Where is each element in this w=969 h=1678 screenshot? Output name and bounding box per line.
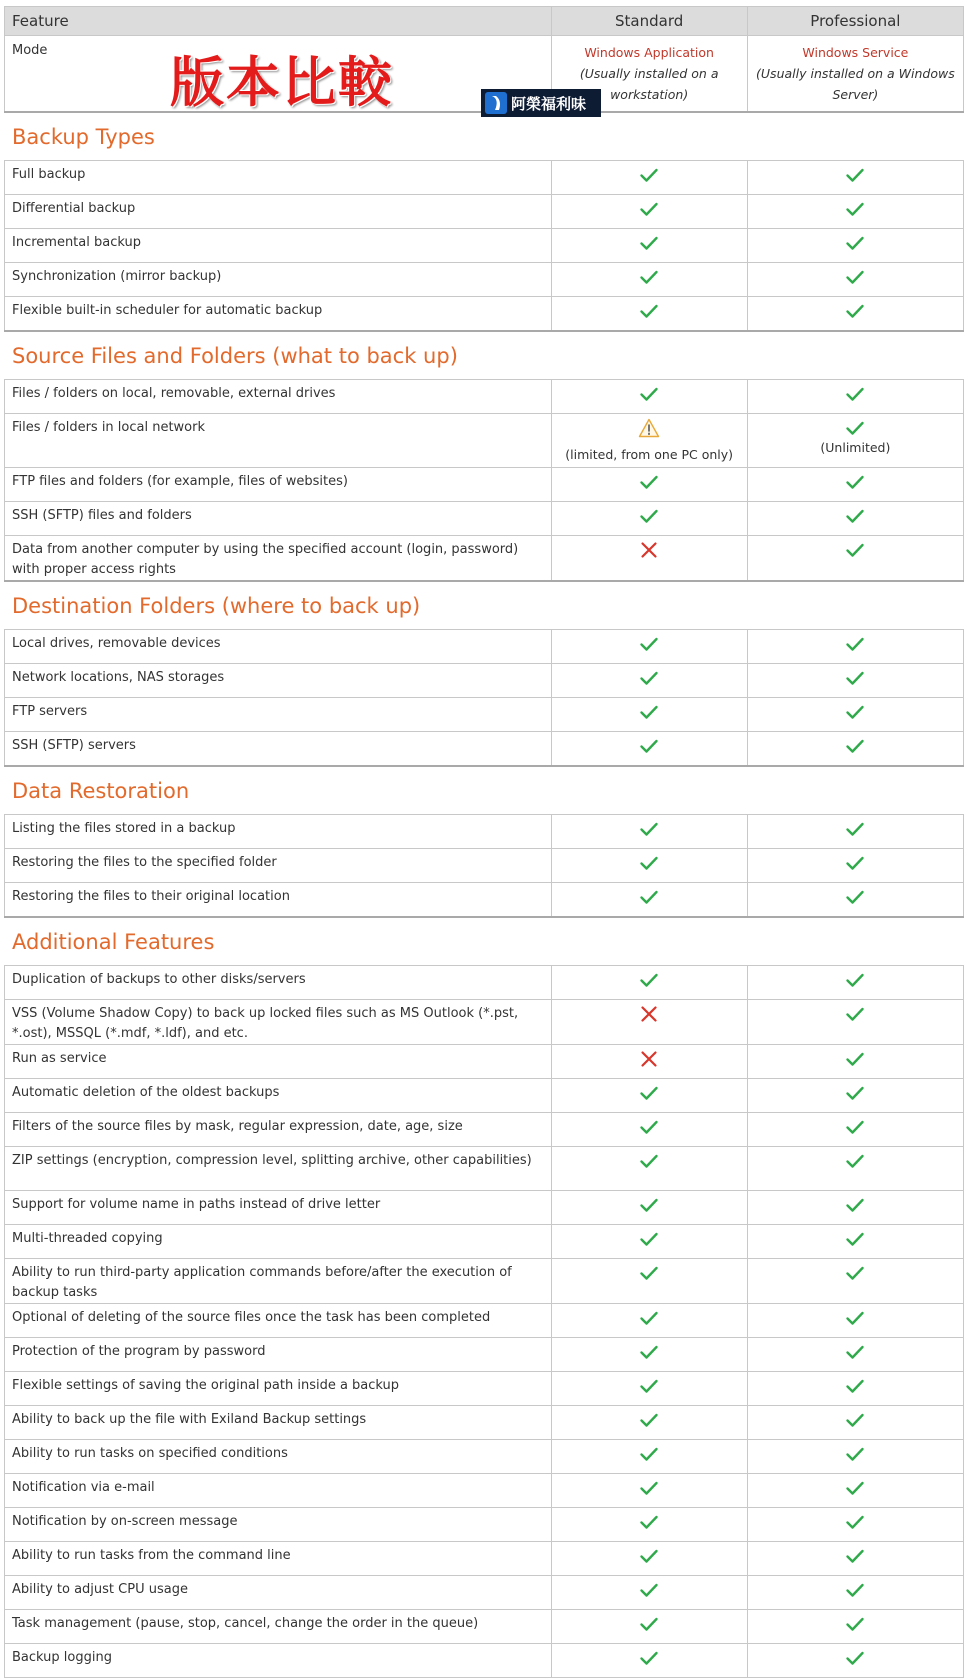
professional-cell — [747, 1644, 963, 1678]
check-icon — [845, 1195, 865, 1215]
standard-cell — [551, 414, 747, 468]
check-icon — [639, 1614, 659, 1634]
table-row — [5, 502, 964, 536]
feature-name: Support for volume name in paths instead of drive letter — [5, 1191, 552, 1225]
check-icon — [639, 1376, 659, 1396]
feature-name: Duplication of backups to other disks/servers — [5, 966, 552, 1000]
check-icon — [639, 668, 659, 688]
check-icon — [845, 970, 865, 990]
check-icon — [639, 1342, 659, 1362]
professional-cell — [747, 1225, 963, 1259]
header-professional: Professional — [747, 7, 963, 36]
check-icon — [639, 472, 659, 492]
feature-name: Files / folders on local, removable, external drives — [5, 380, 552, 414]
professional-cell — [747, 883, 963, 918]
professional-cell — [747, 1147, 963, 1191]
check-icon — [845, 540, 865, 560]
mode-professional-note: (Usually installed on a Windows Server) — [756, 66, 955, 102]
professional-cell — [747, 1304, 963, 1338]
check-icon — [845, 1229, 865, 1249]
table-row — [5, 1225, 964, 1259]
feature-name: Network locations, NAS storages — [5, 664, 552, 698]
check-icon — [845, 736, 865, 756]
standard-cell — [551, 732, 747, 767]
check-icon — [845, 1648, 865, 1668]
standard-cell — [551, 1610, 747, 1644]
feature-name: Ability to run tasks from the command line — [5, 1542, 552, 1576]
standard-cell — [551, 536, 747, 582]
professional-cell — [747, 1045, 963, 1079]
professional-note: (Unlimited) — [820, 440, 891, 455]
check-icon — [845, 199, 865, 219]
check-icon — [845, 853, 865, 873]
standard-cell — [551, 1406, 747, 1440]
mode-professional-name: Windows Service — [802, 45, 909, 60]
standard-cell — [551, 468, 747, 502]
warning-icon — [638, 418, 660, 438]
cross-icon — [639, 1004, 659, 1024]
professional-cell — [747, 263, 963, 297]
feature-name: Protection of the program by password — [5, 1338, 552, 1372]
standard-cell — [551, 1542, 747, 1576]
professional-cell — [747, 849, 963, 883]
professional-cell — [747, 1113, 963, 1147]
table-row — [5, 536, 964, 582]
table-row — [5, 698, 964, 732]
professional-cell — [747, 1576, 963, 1610]
standard-cell — [551, 195, 747, 229]
check-icon — [845, 1004, 865, 1024]
professional-cell — [747, 966, 963, 1000]
overlay-title: 版本比較 — [170, 51, 394, 114]
feature-name: Restoring the files to the specified folder — [5, 849, 552, 883]
feature-name: ZIP settings (encryption, compression level, splitting archive, other capabilities) — [5, 1147, 552, 1191]
feature-name: Ability to run third-party application commands before/after the execution of backup tasks — [5, 1259, 552, 1304]
standard-cell — [551, 1113, 747, 1147]
feature-name: Automatic deletion of the oldest backups — [5, 1079, 552, 1113]
standard-cell — [551, 1372, 747, 1406]
table-row — [5, 1406, 964, 1440]
feature-name: Restoring the files to their original location — [5, 883, 552, 918]
table-row — [5, 1372, 964, 1406]
check-icon — [845, 668, 865, 688]
check-icon — [639, 634, 659, 654]
header-feature: Feature — [5, 7, 552, 36]
professional-cell — [747, 815, 963, 849]
check-icon — [639, 1151, 659, 1171]
check-icon — [639, 199, 659, 219]
feature-name: Ability to adjust CPU usage — [5, 1576, 552, 1610]
check-icon — [845, 1151, 865, 1171]
feature-name: SSH (SFTP) files and folders — [5, 502, 552, 536]
professional-cell — [747, 502, 963, 536]
standard-cell — [551, 229, 747, 263]
mode-standard-name: Windows Application — [584, 45, 714, 60]
table-row — [5, 630, 964, 664]
table-row — [5, 263, 964, 297]
check-icon — [639, 702, 659, 722]
feature-name: Ability to back up the file with Exiland Backup settings — [5, 1406, 552, 1440]
check-icon — [639, 1512, 659, 1532]
standard-cell — [551, 815, 747, 849]
professional-cell — [747, 1000, 963, 1045]
check-icon — [845, 1117, 865, 1137]
table-row — [5, 1079, 964, 1113]
table-row — [5, 1113, 964, 1147]
feature-name: Listing the files stored in a backup — [5, 815, 552, 849]
table-row — [5, 883, 964, 918]
check-icon — [845, 1263, 865, 1283]
feature-name: Incremental backup — [5, 229, 552, 263]
section-header — [5, 766, 964, 815]
standard-cell — [551, 1259, 747, 1304]
standard-cell — [551, 1304, 747, 1338]
check-icon — [639, 1195, 659, 1215]
professional-cell — [747, 1079, 963, 1113]
table-row — [5, 732, 964, 767]
table-row — [5, 1191, 964, 1225]
standard-cell — [551, 849, 747, 883]
mode-professional — [747, 36, 963, 113]
feature-name: Synchronization (mirror backup) — [5, 263, 552, 297]
check-icon — [639, 1444, 659, 1464]
table-row — [5, 1542, 964, 1576]
table-row — [5, 414, 964, 468]
section-header — [5, 331, 964, 380]
professional-cell — [747, 1542, 963, 1576]
table-row — [5, 1644, 964, 1678]
feature-name: Full backup — [5, 161, 552, 195]
table-row — [5, 161, 964, 195]
feature-name: Flexible settings of saving the original path inside a backup — [5, 1372, 552, 1406]
table-row — [5, 1045, 964, 1079]
check-icon — [845, 1342, 865, 1362]
check-icon — [845, 165, 865, 185]
check-icon — [639, 1229, 659, 1249]
badge-text: 阿榮福利味 — [511, 94, 587, 113]
feature-name: Run as service — [5, 1045, 552, 1079]
standard-cell — [551, 1191, 747, 1225]
table-row — [5, 1304, 964, 1338]
check-icon — [845, 1410, 865, 1430]
check-icon — [845, 819, 865, 839]
check-icon — [639, 1580, 659, 1600]
header-standard: Standard — [551, 7, 747, 36]
cross-icon — [639, 540, 659, 560]
feature-name: Backup logging — [5, 1644, 552, 1678]
professional-cell — [747, 630, 963, 664]
table-row — [5, 1576, 964, 1610]
check-icon — [845, 506, 865, 526]
check-icon — [845, 1049, 865, 1069]
table-row — [5, 380, 964, 414]
feature-name: Optional of deleting of the source files once the task has been completed — [5, 1304, 552, 1338]
section-header — [5, 581, 964, 630]
check-icon — [845, 1614, 865, 1634]
standard-cell — [551, 1225, 747, 1259]
check-icon — [845, 702, 865, 722]
check-icon — [845, 887, 865, 907]
professional-cell — [747, 698, 963, 732]
professional-cell — [747, 1406, 963, 1440]
professional-cell — [747, 1259, 963, 1304]
section-title: Backup Types — [5, 112, 964, 161]
professional-cell — [747, 195, 963, 229]
professional-cell — [747, 1440, 963, 1474]
site-badge — [481, 89, 601, 117]
standard-cell — [551, 502, 747, 536]
feature-name: Notification by on-screen message — [5, 1508, 552, 1542]
standard-cell — [551, 883, 747, 918]
check-icon — [639, 1308, 659, 1328]
professional-cell — [747, 1474, 963, 1508]
check-icon — [639, 736, 659, 756]
feature-name: Data from another computer by using the specified account (login, password) with proper access rights — [5, 536, 552, 582]
standard-cell — [551, 1000, 747, 1045]
professional-cell — [747, 1508, 963, 1542]
check-icon — [845, 267, 865, 287]
table-row — [5, 1147, 964, 1191]
comparison-table-container — [4, 6, 964, 1678]
table-row — [5, 1338, 964, 1372]
professional-cell — [747, 1191, 963, 1225]
standard-cell — [551, 966, 747, 1000]
check-icon — [639, 165, 659, 185]
table-row — [5, 849, 964, 883]
standard-cell — [551, 1474, 747, 1508]
feature-name: SSH (SFTP) servers — [5, 732, 552, 767]
check-icon — [639, 887, 659, 907]
professional-cell — [747, 1610, 963, 1644]
section-title: Data Restoration — [5, 766, 964, 815]
check-icon — [639, 819, 659, 839]
table-row — [5, 966, 964, 1000]
check-icon — [639, 384, 659, 404]
table-row — [5, 1474, 964, 1508]
table-row — [5, 1440, 964, 1474]
table-row — [5, 195, 964, 229]
professional-cell — [747, 297, 963, 332]
professional-cell — [747, 468, 963, 502]
check-icon — [845, 384, 865, 404]
standard-note: (limited, from one PC only) — [565, 447, 734, 462]
check-icon — [639, 233, 659, 253]
check-icon — [639, 1546, 659, 1566]
professional-cell — [747, 1372, 963, 1406]
cross-icon — [639, 1049, 659, 1069]
section-title: Source Files and Folders (what to back up) — [5, 331, 964, 380]
feature-name: Flexible built-in scheduler for automatic backup — [5, 297, 552, 332]
standard-cell — [551, 1045, 747, 1079]
standard-cell — [551, 1079, 747, 1113]
table-row — [5, 664, 964, 698]
feature-name: VSS (Volume Shadow Copy) to back up locked files such as MS Outlook (*.pst, *.ost), MSSQL (*.mdf, *.ldf), and etc. — [5, 1000, 552, 1045]
feature-name: Notification via e-mail — [5, 1474, 552, 1508]
standard-cell — [551, 698, 747, 732]
professional-cell — [747, 380, 963, 414]
table-row — [5, 1508, 964, 1542]
check-icon — [845, 1083, 865, 1103]
check-icon — [639, 1083, 659, 1103]
feature-name: FTP servers — [5, 698, 552, 732]
check-icon — [845, 418, 865, 438]
section-header — [5, 112, 964, 161]
standard-cell — [551, 1338, 747, 1372]
table-row — [5, 1259, 964, 1304]
standard-cell — [551, 664, 747, 698]
standard-cell — [551, 161, 747, 195]
feature-name: Differential backup — [5, 195, 552, 229]
check-icon — [845, 1512, 865, 1532]
professional-cell — [747, 536, 963, 582]
check-icon — [845, 634, 865, 654]
check-icon — [639, 506, 659, 526]
standard-cell — [551, 1508, 747, 1542]
feature-name: Filters of the source files by mask, regular expression, date, age, size — [5, 1113, 552, 1147]
standard-cell — [551, 263, 747, 297]
table-row — [5, 815, 964, 849]
feature-name: Task management (pause, stop, cancel, change the order in the queue) — [5, 1610, 552, 1644]
table-row — [5, 1610, 964, 1644]
professional-cell — [747, 1338, 963, 1372]
section-title: Additional Features — [5, 917, 964, 966]
professional-cell — [747, 732, 963, 767]
check-icon — [639, 301, 659, 321]
check-icon — [639, 1410, 659, 1430]
standard-cell — [551, 297, 747, 332]
check-icon — [845, 233, 865, 253]
professional-cell — [747, 161, 963, 195]
check-icon — [845, 1376, 865, 1396]
standard-cell — [551, 380, 747, 414]
mode-standard-note: (Usually installed on a workstation) — [579, 66, 719, 102]
check-icon — [639, 267, 659, 287]
standard-cell — [551, 1440, 747, 1474]
feature-name: Files / folders in local network — [5, 414, 552, 468]
check-icon — [639, 853, 659, 873]
check-icon — [845, 1444, 865, 1464]
standard-cell — [551, 1576, 747, 1610]
professional-cell — [747, 414, 963, 468]
feature-name: Ability to run tasks on specified conditions — [5, 1440, 552, 1474]
table-row — [5, 229, 964, 263]
standard-cell — [551, 1147, 747, 1191]
professional-cell — [747, 229, 963, 263]
check-icon — [845, 1546, 865, 1566]
table-row — [5, 1000, 964, 1045]
check-icon — [845, 1308, 865, 1328]
check-icon — [845, 472, 865, 492]
check-icon — [845, 301, 865, 321]
check-icon — [639, 1117, 659, 1137]
professional-cell — [747, 664, 963, 698]
check-icon — [639, 1263, 659, 1283]
section-header — [5, 917, 964, 966]
mode-label: Mode — [5, 36, 552, 113]
header-row — [5, 7, 964, 36]
comparison-table — [4, 6, 964, 1678]
feature-name: FTP files and folders (for example, files of websites) — [5, 468, 552, 502]
check-icon — [639, 970, 659, 990]
standard-cell — [551, 1644, 747, 1678]
section-title: Destination Folders (where to back up) — [5, 581, 964, 630]
check-icon — [845, 1478, 865, 1498]
check-icon — [639, 1478, 659, 1498]
check-icon — [639, 1648, 659, 1668]
badge-logo-icon — [485, 92, 507, 114]
standard-cell — [551, 630, 747, 664]
feature-name: Multi-threaded copying — [5, 1225, 552, 1259]
feature-name: Local drives, removable devices — [5, 630, 552, 664]
table-row — [5, 468, 964, 502]
table-row — [5, 297, 964, 332]
check-icon — [845, 1580, 865, 1600]
